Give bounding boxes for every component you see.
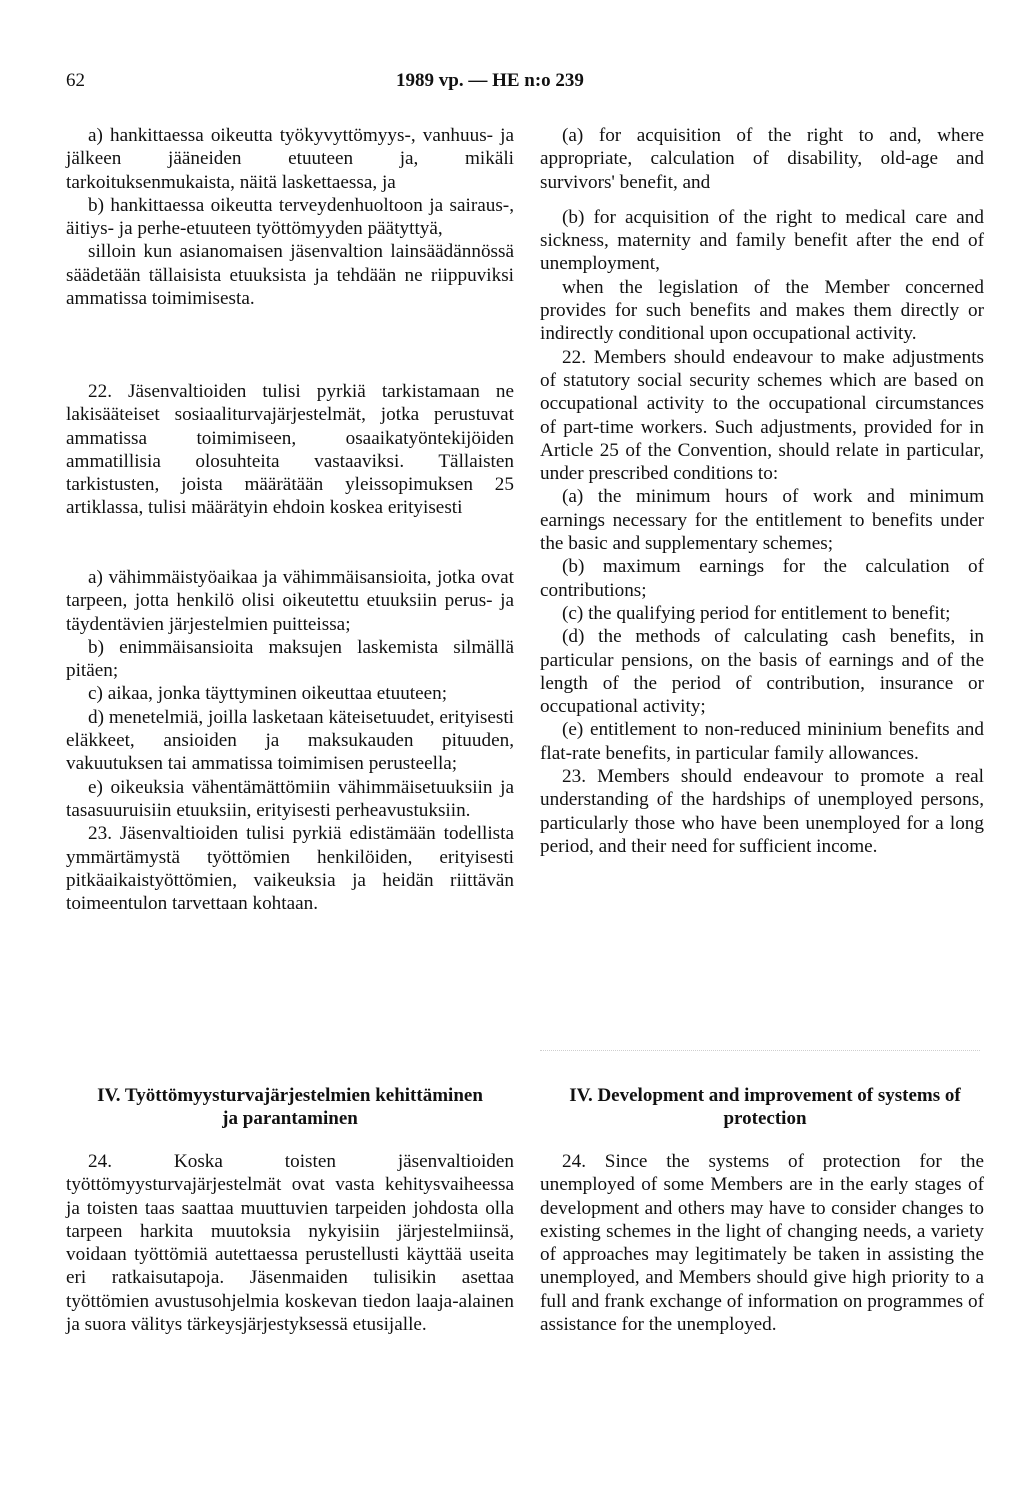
fi-item-d2: d) menetelmiä, joilla lasketaan käteisetuudet, erityisesti eläkkeet, ansioiden ja maksukauden pituuden, vakuutuksen tai ammatissa toimimisen perusteella; (66, 706, 514, 775)
en-paragraph-24-block (540, 1150, 984, 1336)
fi-item-b2: b) enimmäisansioita maksujen laskemista silmällä pitäen; (66, 636, 514, 682)
running-head: 1989 vp. — HE n:o 239 (396, 70, 584, 91)
fi-item-c2: c) aikaa, jonka täyttyminen oikeuttaa etuuteen; (88, 683, 448, 705)
divider-dots (540, 1050, 980, 1052)
en-item-b1: (b) for acquisition of the right to medical care and sickness, maternity and family benefit after the end of unemployment, (540, 206, 984, 275)
en-item-d2: (d) the methods of calculating cash benefits, in particular pensions, on the basis of earnings and of the length of the period of contribution, insurance or occupational activity; (540, 626, 984, 718)
fi-item-b1: b) hankittaessa oikeutta terveydenhuoltoon ja sairaus-, äitiys- ja perhe-etuuteen työttömyyden päätyttyä, (66, 194, 514, 240)
fi-paragraph-22: 22. Jäsenvaltioiden tulisi pyrkiä tarkistamaan ne lakisääteiset sosiaaliturvajärjestelmät, jotka perustuvat ammatissa toimimiseen, osaaikatyöntekijöiden ammatillisia olosuhteita vastaaviksi. Tällaisten tarkistusten, joista määrätään yleissopimuksen 25 artiklassa, tulisi määrätyin ehdoin koskea erityisesti (66, 381, 514, 519)
fi-section-heading: IV. Työttömyysturvajärjestelmien kehittäminen ja parantaminen (97, 1085, 483, 1129)
fi-paragraph-22-block (66, 380, 514, 520)
en-paragraph-23: 23. Members should endeavour to promote a real understanding of the hardships of unemployed persons, particularly those who have been unemployed for a long period, and their need for sufficient income. (540, 766, 984, 857)
finnish-column-lower (66, 566, 514, 915)
en-item-a1: (a) for acquisition of the right to and, where appropriate, calculation of disability, old-age and survivors' benefit, and (540, 125, 984, 193)
fi-item-a1: a) hankittaessa oikeutta työkyvyttömyys-, vanhuus- ja jälkeen jääneiden etuuteen ja, mikäli tarkoituksenmukaista, näitä laskettaessa, ja (66, 125, 514, 193)
fi-condition: silloin kun asianomaisen jäsenvaltion lainsäädännössä säädetään tällaisista etuuksista ja tehdään ne riippuviksi ammatissa toimimisesta. (66, 241, 514, 310)
en-item-a2: (a) the minimum hours of work and minimum earnings necessary for the entitlement to benefits under the basic and supplementary schemes; (540, 486, 984, 555)
page-number: 62 (66, 70, 85, 91)
page-header (66, 70, 986, 100)
en-item-c2: (c) the qualifying period for entitlement to benefit; (562, 602, 951, 624)
en-paragraph-22: 22. Members should endeavour to make adjustments of statutory social security schemes which are based on occupational activity to the occupational circumstances of part-time workers. Such adjustments, provided for in Article 25 of the Convention, should relate in particular, under prescribed conditions to: (540, 346, 984, 485)
finnish-column-upper (66, 124, 514, 310)
fi-item-e2: e) oikeuksia vähentämättömiin vähimmäisetuuksiin ja tasasuuruisiin etuuksiin, erityisesti perheavustuksiin. (66, 776, 514, 821)
en-item-b2: (b) maximum earnings for the calculation of contributions; (540, 556, 984, 601)
en-condition: when the legislation of the Member concerned provides for such benefits and makes them directly or indirectly conditional upon occupational activity. (540, 276, 984, 345)
fi-paragraph-24-block (66, 1150, 514, 1336)
fi-paragraph-24: 24. Koska toisten jäsenvaltioiden työttömyysturvajärjestelmät ovat vasta kehitysvaiheessa ja toisten taas saattaa muuttuvien tarpeiden johdosta olla tarpeen harkita muutoksia nykyisiin järjestelmiinsä, voidaan työttömiä autettaessa perustellusti käyttää useita eri ratkaisutapoja. Jäsenmaiden tulisikin asettaa työttömien avustusohjelmia koskevan tiedon laaja-alainen ja suora välitys tärkeysjärjestyksessä etusijalle. (66, 1151, 514, 1336)
en-section-heading: IV. Development and improvement of systems of protection (569, 1085, 961, 1129)
en-item-e2: (e) entitlement to non-reduced mininium benefits and flat-rate benefits, in particular family allowances. (540, 719, 984, 764)
fi-item-a2: a) vähimmäistyöaikaa ja vähimmäisansioita, jotka ovat tarpeen, jotta henkilö olisi oikeutettu etuuksiin perus- ja täydentävien järjestelmien puitteissa; (66, 567, 514, 635)
english-column-upper (540, 124, 984, 858)
fi-paragraph-23: 23. Jäsenvaltioiden tulisi pyrkiä edistämään todellista ymmärtämystä työttömien henkilöiden, erityisesti pitkäaikaistyöttömien, vaikeuksia ja heidän riittävän toimeentulon tarvettaan kohtaan. (66, 823, 514, 915)
en-paragraph-24: 24. Since the systems of protection for the unemployed of some Members are in the early stages of development and others may have to consider changes to existing schemes in the light of changing needs, a variety of approaches may legitimately be taken in assisting the unemployed, and Members should give high priority to a full and frank exchange of information on programmes of assistance for the unemployed. (540, 1151, 984, 1336)
